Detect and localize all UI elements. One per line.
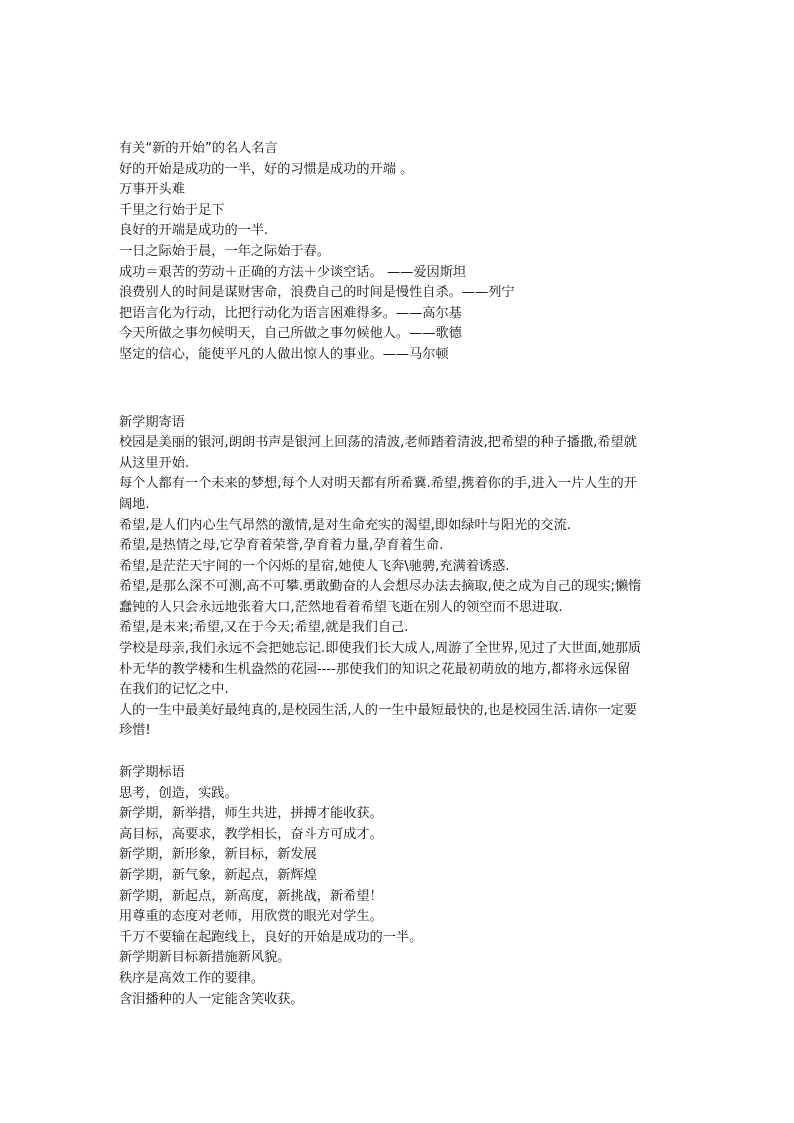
quote-line: 浪费别人的时间是谋财害命，浪费自己的时间是慢性自杀。——列宁	[119, 285, 515, 301]
paragraph-line: 希望,是茫茫天宇间的一个闪烁的星宿,她使人飞奔\驰骋,充满着诱惑.	[119, 558, 510, 574]
paragraph-line: 从这里开始.	[119, 455, 190, 471]
slogan-line: 新学期，新举措，师生共进，拼搏才能收获。	[119, 806, 383, 822]
paragraph-line: 希望,是热情之母,它孕育着荣誉,孕育着力量,孕育着生命.	[119, 538, 444, 554]
paragraph-line: 阔地.	[119, 496, 150, 512]
quote-line: 成功＝艰苦的劳动＋正确的方法＋少谈空话。 ——爱因斯坦	[119, 264, 467, 280]
section-quotes	[119, 139, 679, 366]
section-semester-message	[119, 413, 679, 743]
paragraph-line: 蠢钝的人只会永远地张着大口,茫然地看着希望飞逝在别人的领空而不思进取.	[119, 599, 563, 615]
section-title: 有关“新的开始”的名人名言	[119, 141, 278, 156]
quote-line: 良好的开端是成功的一半.	[119, 223, 269, 239]
paragraph-line: 人的一生中最美好最纯真的,是校园生活,人的一生中最短最快的,也是校园生活.请你一定要	[119, 702, 637, 718]
spacer	[119, 366, 679, 413]
quote-line: 万事开头难	[119, 182, 185, 198]
paragraph-line: 每个人都有一个未来的梦想,每个人对明天都有所希冀.希望,携着你的手,进入一片人生的开	[119, 476, 637, 492]
slogan-line: 思考，创造，实践。	[119, 785, 238, 801]
quote-line: 把语言化为行动，比把行动化为语言困难得多。——高尔基	[119, 305, 462, 321]
slogan-line: 新学期，新气象，新起点，新辉煌	[119, 868, 317, 883]
quote-line: 坚定的信心，能使平凡的人做出惊人的事业。——马尔顿	[119, 346, 449, 362]
paragraph-line: 朴无华的教学楼和生机盎然的花园----那使我们的知识之花最初萌放的地方,都将永远保留	[119, 661, 631, 677]
paragraph-line: 希望,是人们内心生气昂然的激情,是对生命充实的渴望,即如绿叶与阳光的交流.	[119, 517, 571, 533]
paragraph-line: 希望,是未来;希望,又在于今天;希望,就是我们自己.	[119, 620, 409, 636]
slogan-line: 用尊重的态度对老师，用欣赏的眼光对学生。	[119, 909, 383, 925]
section-slogans	[119, 763, 679, 1010]
slogan-line: 新学期，新形象，新目标，新发展	[119, 847, 317, 863]
quote-line: 一日之际始于晨，一年之际始于春。	[119, 243, 330, 259]
quote-line: 今天所做之事勿候明天，自己所做之事勿候他人。——歌德	[119, 326, 462, 342]
slogan-line: 新学期新目标新措施新风貌。	[119, 950, 291, 966]
paragraph-line: 在我们的记忆之中.	[119, 682, 229, 698]
spacer	[119, 742, 679, 763]
document-page	[119, 139, 679, 1010]
slogan-line: 新学期，新起点，新高度，新挑战，新希望！	[119, 888, 383, 904]
slogan-line: 高目标，高要求，教学相长，奋斗方可成才。	[119, 826, 383, 842]
slogan-line: 秩序是高效工作的要律。	[119, 970, 265, 986]
paragraph-line: 学校是母亲,我们永远不会把她忘记.即使我们长大成人,周游了全世界,见过了大世面,她那质	[119, 641, 642, 657]
section-title: 新学期标语	[119, 765, 185, 781]
paragraph-line: 希望,是那么深不可测,高不可攀.勇敢勤奋的人会想尽办法去摘取,使之成为自己的现实;懒惰	[119, 579, 642, 595]
section-title: 新学期寄语	[119, 414, 185, 430]
quote-line: 好的开始是成功的一半，好的习惯是成功的开端 。	[119, 161, 414, 177]
slogan-line: 千万不要输在起跑线上，良好的开始是成功的一半。	[119, 929, 423, 945]
paragraph-line: 珍惜!	[119, 723, 151, 739]
paragraph-line: 校园是美丽的银河,朗朗书声是银河上回荡的清波,老师踏着清波,把希望的种子播撒,希望就	[119, 435, 637, 451]
slogan-line: 含泪播种的人一定能含笑收获。	[119, 991, 304, 1007]
quote-line: 千里之行始于足下	[119, 202, 225, 218]
